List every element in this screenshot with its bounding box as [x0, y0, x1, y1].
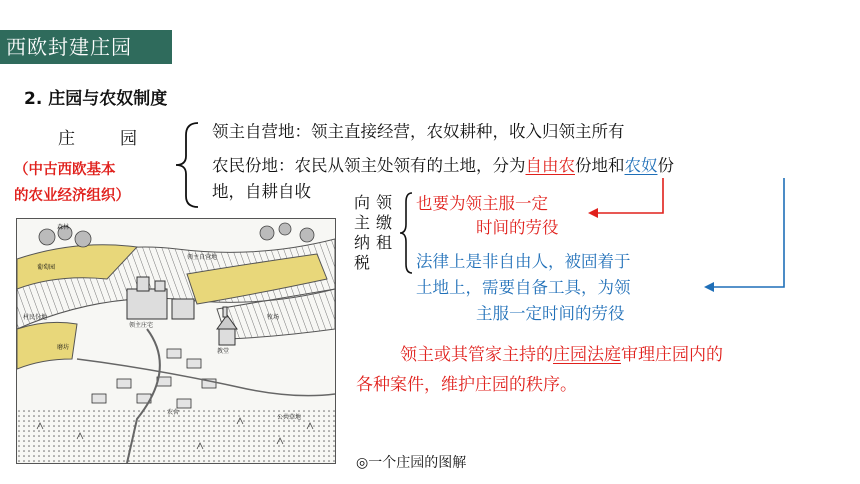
serf-term: 农奴 — [624, 156, 658, 175]
manor-illustration — [16, 218, 336, 464]
figure-label: 森林 — [57, 224, 70, 231]
figure-label: 公共草地 — [277, 414, 302, 421]
slide-title: 西欧封建庄园 — [0, 30, 172, 64]
tax-column-2: 领缴租 — [376, 193, 393, 252]
lord-land-text: 领主自营地：领主直接经营，农奴耕种，收入归领主所有 — [212, 122, 625, 141]
manor-label: 庄 园 — [58, 129, 151, 149]
free-peasant-term: 自由农 — [525, 156, 575, 175]
peasant-land-prefix: 农民份地：农民从领主处领有的土地，分为 — [212, 156, 526, 175]
figure-label: 牧场 — [267, 314, 280, 321]
peasant-land-middle: 份地和 — [575, 156, 625, 175]
manor-subtitle-line1: （中古西欧基本 — [14, 161, 116, 178]
red-arrow-head-icon — [588, 208, 598, 218]
figure-label: 农舍 — [167, 409, 180, 416]
manor-court-term: 庄园法庭 — [553, 345, 621, 365]
connector-arrows — [580, 170, 820, 300]
figure-label: 磨坊 — [57, 344, 70, 351]
free-duty-line1: 也要为领主服一定 — [416, 194, 548, 213]
court-suffix: 审理庄园内的 — [621, 345, 723, 365]
serf-duty-line1: 法律上是非自由人，被固着于 — [416, 252, 631, 271]
manor-subtitle — [14, 157, 130, 209]
court-line2: 各种案件，维护庄园的秩序。 — [356, 375, 577, 395]
tax-brace-icon — [396, 190, 416, 276]
serf-duty-line3: 主服一定时间的劳役 — [476, 304, 625, 323]
section-heading: 2. 庄园与农奴制度 — [24, 89, 168, 109]
manor-drawing — [17, 219, 335, 463]
manor-brace-icon — [172, 120, 206, 210]
court-prefix: 领主或其管家主持的 — [400, 345, 553, 365]
blue-arrow-line — [712, 178, 784, 287]
manor-subtitle-line2: 的农业经济组织） — [14, 187, 130, 204]
figure-label: 教堂 — [217, 348, 230, 355]
figure-label: 领主自营地 — [187, 254, 218, 261]
figure-label: 村民份地 — [23, 314, 48, 321]
free-duty-line2: 时间的劳役 — [476, 218, 559, 237]
blue-arrow-head-icon — [704, 282, 714, 292]
serf-duty-line2: 土地上，需要自备工具，为领 — [416, 278, 631, 297]
peasant-land-line2: 地，自耕自收 — [212, 182, 311, 201]
red-arrow-line — [596, 178, 663, 213]
tax-column-1: 向主纳税 — [354, 193, 371, 272]
peasant-land-suffix: 份 — [657, 156, 674, 175]
court-text — [400, 340, 723, 365]
figure-label: 领主庄宅 — [129, 322, 154, 329]
figure-caption: ◎一个庄园的图解 — [356, 455, 467, 471]
figure-label: 葡萄园 — [37, 264, 56, 271]
